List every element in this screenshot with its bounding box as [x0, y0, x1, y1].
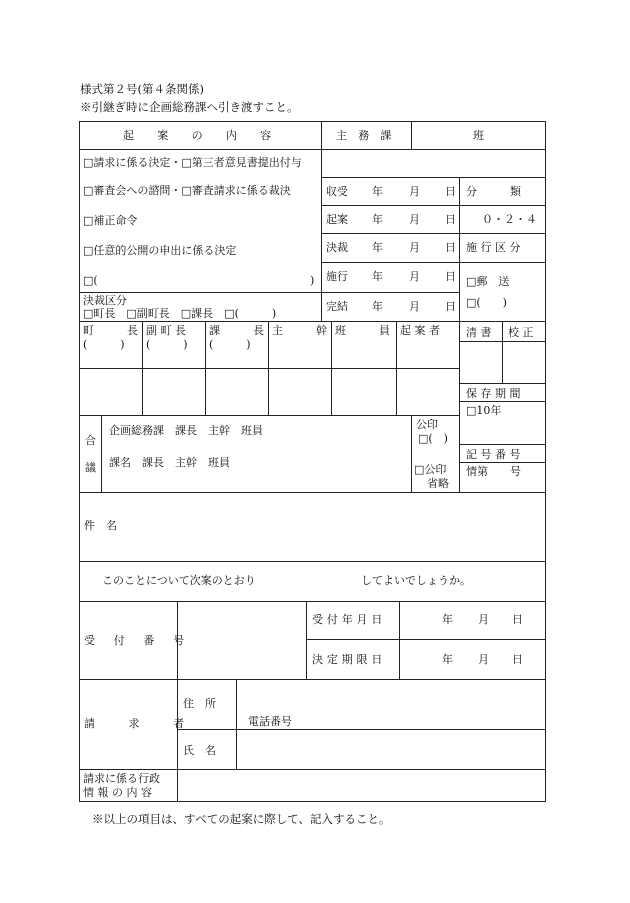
rule — [79, 415, 459, 416]
rule — [459, 444, 546, 445]
form-number: 様式第２号(第４条関係) — [80, 82, 204, 96]
content-heading: 起 案 の 内 容 — [123, 129, 282, 142]
option-review-board: □審査会への諮問・□審査請求に係る裁決 — [83, 184, 291, 197]
handover-note: ※引継ぎ時に企画総務課へ引き渡すこと。 — [80, 100, 299, 114]
footer-note: ※以上の項目は、すべての起案に際して、記入すること。 — [92, 812, 391, 826]
approver-section-chief: 課 長 — [209, 324, 264, 337]
proposal-text-1: このことについて次案のとおり — [102, 574, 256, 587]
day-unit: 日 — [445, 300, 456, 313]
rule — [177, 729, 546, 730]
rule — [459, 401, 546, 402]
day-unit: 日 — [445, 213, 456, 226]
frame-top — [79, 121, 546, 122]
method-other: □( ) — [466, 296, 507, 309]
approver-drafter: 起 案 者 — [400, 324, 440, 337]
team-label: 班 — [473, 129, 484, 142]
rule — [321, 177, 546, 178]
rule — [411, 415, 412, 492]
approver-paren: ( ) — [146, 338, 188, 351]
classification-label: 分 類 — [466, 185, 521, 198]
year-unit: 年 — [372, 241, 383, 254]
approver-mayor: 町 長 — [83, 324, 138, 337]
consultation-label-2: 議 — [85, 461, 96, 474]
rule — [101, 415, 102, 492]
rule — [79, 149, 546, 150]
name-label: 氏 名 — [183, 744, 216, 757]
rule — [79, 679, 546, 680]
record-number-value: 情第 号 — [466, 465, 521, 478]
rule — [306, 601, 307, 679]
rule — [411, 121, 412, 149]
approver-deputy-mayor: 副 町 長 — [146, 324, 186, 337]
decision-class-items: □町長 □副町長 □課長 □( ) — [83, 307, 277, 320]
consultation-line-2: 課名 課長 主幹 班員 — [109, 456, 230, 469]
year-unit: 年 — [442, 653, 453, 666]
rule — [321, 262, 546, 263]
phone-label: 電話番号 — [248, 715, 292, 728]
consultation-line-1: 企画総務課 課長 主幹 班員 — [109, 424, 263, 437]
day-unit: 日 — [512, 653, 523, 666]
rule — [459, 383, 546, 384]
requester-label: 請 求 者 — [84, 717, 188, 730]
method-mail: □郵 送 — [466, 275, 510, 288]
option-correction-order: □補正命令 — [83, 214, 138, 227]
clean-copy-label: 清 書 — [466, 326, 492, 339]
date-row-label: 決裁 — [326, 241, 348, 254]
rule — [321, 205, 546, 206]
rule — [177, 601, 178, 801]
rule — [79, 492, 546, 493]
month-unit: 月 — [409, 213, 420, 226]
month-unit: 月 — [409, 241, 420, 254]
rule — [79, 292, 321, 293]
rule — [459, 462, 546, 463]
option-voluntary-disclosure: □任意的公開の申出に係る決定 — [83, 244, 237, 257]
date-row-label: 収受 — [326, 185, 348, 198]
day-unit: 日 — [445, 270, 456, 283]
subject-label: 件 名 — [84, 519, 117, 532]
rule — [79, 561, 546, 562]
info-label-2: 情 報 の 内 容 — [83, 786, 152, 799]
year-unit: 年 — [442, 613, 453, 626]
date-row-label: 完結 — [326, 300, 348, 313]
year-unit: 年 — [372, 300, 383, 313]
rule — [399, 601, 400, 679]
approver-staff: 班 員 — [335, 324, 390, 337]
execution-method-label: 施 行 区 分 — [466, 241, 521, 254]
consultation-label-1: 合 — [85, 434, 96, 447]
rule — [321, 233, 546, 234]
month-unit: 月 — [478, 653, 489, 666]
proposal-text-2: してよいでしょうか。 — [361, 574, 471, 587]
rule — [321, 292, 459, 293]
day-unit: 日 — [445, 241, 456, 254]
reception-number-label: 受 付 番 号 — [84, 634, 188, 647]
frame-left — [79, 121, 80, 802]
reception-date-label: 受付年月日 — [312, 613, 387, 626]
retention-value: □10年 — [466, 404, 502, 417]
seal-omit-option: □公印 — [414, 463, 447, 476]
seal-omit-label: 省略 — [427, 477, 449, 490]
option-other-close: ) — [310, 274, 315, 287]
month-unit: 月 — [409, 270, 420, 283]
year-unit: 年 — [372, 270, 383, 283]
official-seal-label: 公印 — [416, 418, 438, 431]
option-disclosure-decision: □請求に係る決定・□第三者意見書提出付与 — [83, 156, 302, 169]
proofread-label: 校 正 — [508, 326, 534, 339]
approver-paren: ( ) — [83, 338, 125, 351]
rule — [79, 368, 459, 369]
rule — [459, 177, 460, 321]
record-number-label: 記 号 番 号 — [466, 448, 521, 461]
day-unit: 日 — [445, 185, 456, 198]
year-unit: 年 — [372, 213, 383, 226]
rule — [79, 321, 546, 322]
approver-paren: ( ) — [209, 338, 251, 351]
decision-class-title: 決裁区分 — [83, 294, 127, 307]
date-row-label: 施行 — [326, 270, 348, 283]
decision-deadline-label: 決定期限日 — [312, 653, 387, 666]
info-label-1: 請求に係る行政 — [83, 772, 160, 785]
day-unit: 日 — [512, 613, 523, 626]
rule — [79, 769, 546, 770]
dept-label: 主 務 課 — [336, 129, 396, 142]
month-unit: 月 — [409, 300, 420, 313]
rule — [502, 321, 503, 383]
month-unit: 月 — [478, 613, 489, 626]
official-seal-option: □( ) — [418, 432, 448, 445]
retention-label: 保 存 期 間 — [466, 387, 521, 400]
rule — [459, 321, 460, 492]
date-row-label: 起案 — [326, 213, 348, 226]
approver-manager: 主 幹 — [272, 324, 327, 337]
year-unit: 年 — [372, 185, 383, 198]
rule — [79, 601, 546, 602]
rule — [321, 121, 322, 321]
rule — [459, 341, 546, 342]
rule — [306, 639, 546, 640]
option-other: □( — [83, 274, 98, 287]
rule — [236, 679, 237, 769]
month-unit: 月 — [409, 185, 420, 198]
frame-bottom — [79, 801, 546, 802]
classification-value: ０・２・４ — [482, 213, 537, 226]
address-label: 住 所 — [183, 697, 216, 710]
